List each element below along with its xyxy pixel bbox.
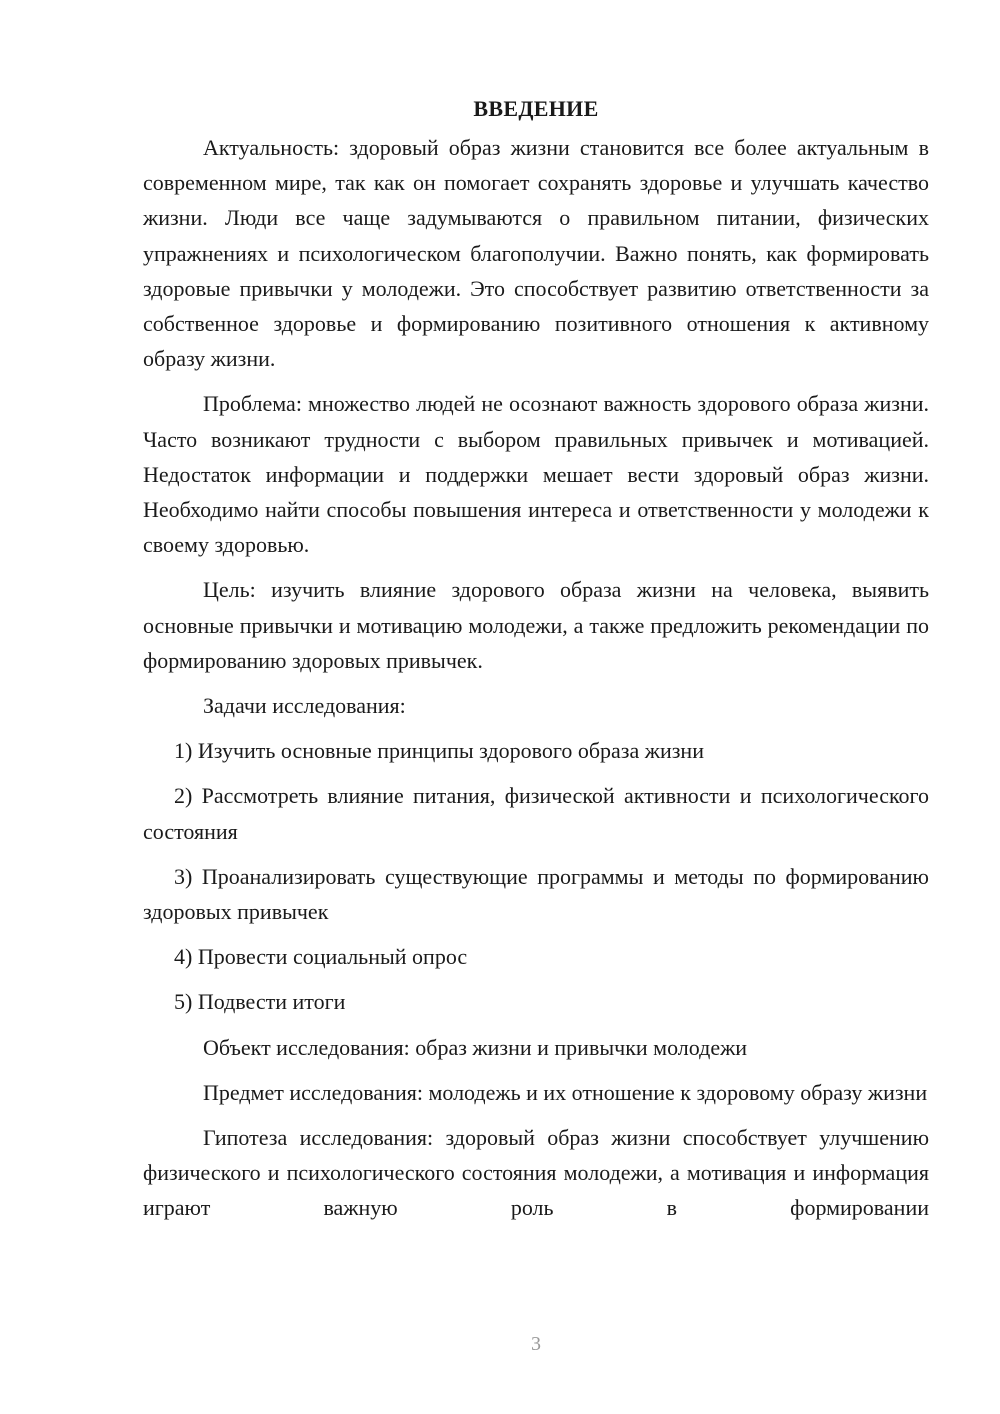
- subject-paragraph: Предмет исследования: молодежь и их отношение к здоровому образу жизни: [203, 1079, 928, 1105]
- task-item-1: 1) Изучить основные принципы здорового образа жизни: [174, 738, 704, 764]
- section-heading: ВВЕДЕНИЕ: [473, 96, 599, 121]
- task-item-5: 5) Подвести итоги: [174, 989, 346, 1015]
- hypothesis-paragraph: Гипотеза исследования: здоровый образ жизни способствует улучшению физического и психологического состояния молодежи, а мотивация и информация играют важную роль в формировании: [143, 1125, 929, 1221]
- relevance-paragraph: Актуальность: здоровый образ жизни становится все более актуальным в современном мире, так как он помогает сохранять здоровье и улучшать качество жизни. Люди все чаще задумываются о правильном питании, физических упражнениях и психологическом благополучии. Важно понять, как формировать здоровые привычки у молодежи. Это способствует развитию ответственности за собственное здоровье и формированию позитивного отношения к активному образу жизни.: [143, 135, 929, 372]
- page-number: 3: [531, 1333, 541, 1355]
- object-paragraph: Объект исследования: образ жизни и привычки молодежи: [203, 1034, 748, 1060]
- task-item-2: 2) Рассмотреть влияние питания, физической активности и психологического состояния: [143, 783, 929, 844]
- document-page: [143, 94, 929, 1236]
- tasks-title: Задачи исследования:: [203, 693, 406, 719]
- task-item-3: 3) Проанализировать существующие программы и методы по формированию здоровых привычек: [143, 863, 929, 925]
- problem-paragraph: Проблема: множество людей не осознают важность здорового образа жизни. Часто возникают трудности с выбором правильных привычек и мотивацией. Недостаток информации и поддержки мешает вести здоровый образ жизни. Необходимо найти способы повышения интереса и ответственности у молодежи к своему здоровью.: [143, 391, 929, 558]
- goal-paragraph: Цель: изучить влияние здорового образа жизни на человека, выявить основные привычки и мотивацию молодежи, а также предложить рекомендации по формированию здоровых привычек.: [143, 577, 929, 673]
- task-item-4: 4) Провести социальный опрос: [174, 944, 468, 970]
